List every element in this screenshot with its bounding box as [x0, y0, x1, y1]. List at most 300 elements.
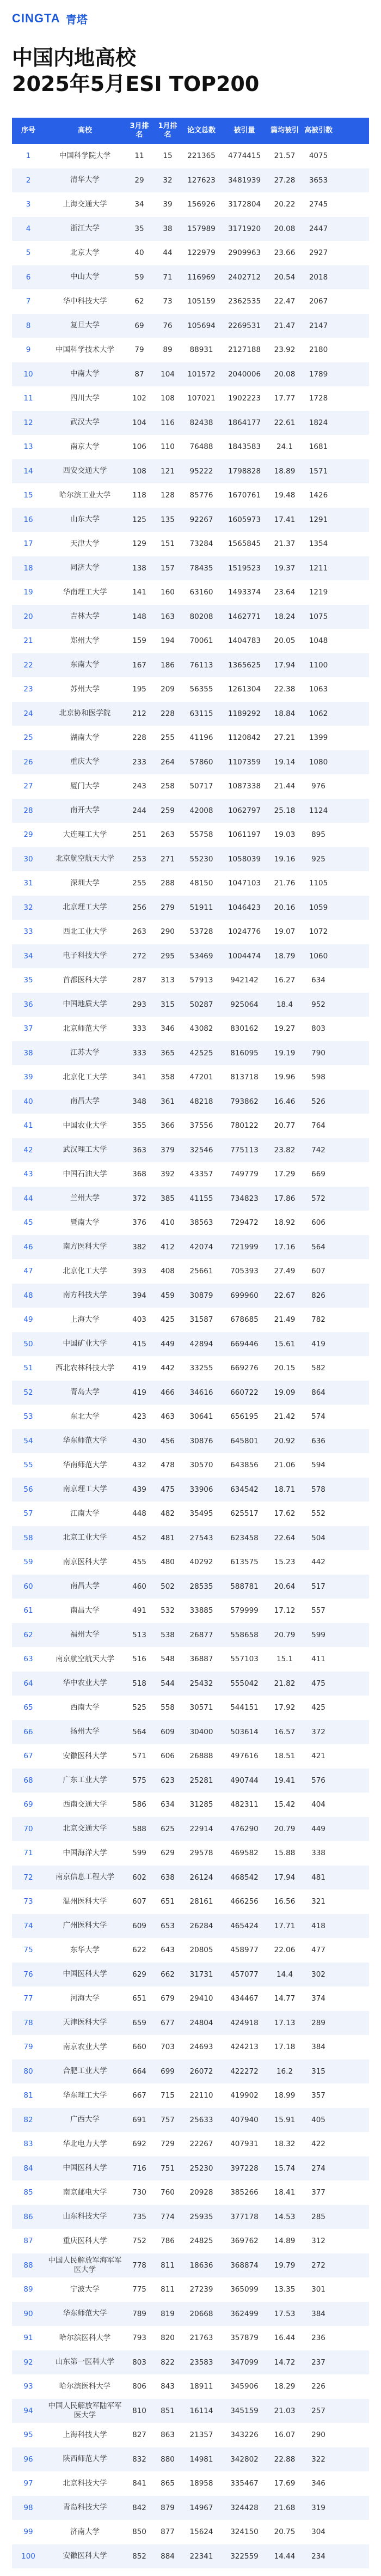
cell-jan-rank: 606 [161, 1752, 175, 1761]
cell-highly-cited: 2745 [309, 200, 328, 209]
cell-cites: 422272 [230, 2067, 259, 2076]
cell-rank: 36 [23, 1000, 33, 1009]
cell-avg-cites: 15.23 [274, 1558, 296, 1567]
cell-avg-cites: 19.09 [274, 1388, 296, 1397]
cell-papers: 30876 [189, 1436, 213, 1445]
cell-mar-rank: 423 [132, 1412, 146, 1421]
cell-avg-cites: 22.88 [274, 2455, 296, 2464]
cell-mar-rank: 195 [132, 685, 146, 694]
cell-cites: 490744 [230, 1776, 259, 1785]
cell-mar-rank: 667 [132, 2091, 146, 2100]
cell-cites: 345906 [230, 2382, 259, 2391]
cell-jan-rank: 757 [161, 2115, 175, 2124]
cell-papers: 34616 [189, 1388, 213, 1397]
cell-highly-cited: 764 [311, 1121, 325, 1131]
table-row [12, 314, 369, 338]
cell-highly-cited: 285 [311, 2212, 325, 2221]
cell-jan-rank: 410 [161, 1218, 175, 1228]
table-row [12, 1744, 369, 1769]
cell-rank: 42 [23, 1145, 33, 1155]
cell-jan-rank: 255 [161, 733, 175, 743]
cell-university: 河海大学 [70, 1994, 100, 2003]
cell-jan-rank: 346 [161, 1024, 175, 1034]
cell-rank: 80 [23, 2067, 33, 2076]
cell-highly-cited: 2447 [309, 224, 328, 233]
cell-university: 暨南大学 [70, 1218, 100, 1227]
table-row [12, 289, 369, 314]
cell-university: 郑州大学 [70, 636, 100, 645]
cell-cites: 1024776 [228, 927, 261, 937]
table-row [12, 2083, 369, 2108]
cell-university: 华北电力大学 [63, 2139, 107, 2148]
cell-highly-cited: 315 [311, 2067, 325, 2076]
cell-avg-cites: 18.89 [274, 466, 296, 476]
cell-cites: 645801 [230, 1436, 259, 1445]
cell-avg-cites: 18.84 [274, 709, 296, 718]
table-row [12, 386, 369, 411]
cell-papers: 116969 [187, 272, 216, 282]
cell-mar-rank: 491 [132, 1606, 146, 1615]
cell-highly-cited: 826 [311, 1291, 325, 1300]
cell-rank: 50 [23, 1339, 33, 1348]
cell-highly-cited: 895 [311, 830, 325, 840]
cell-papers: 127623 [187, 175, 216, 185]
cell-cites: 1058039 [228, 854, 261, 864]
cell-university: 宁波大学 [70, 2285, 100, 2294]
cell-highly-cited: 2018 [309, 272, 328, 282]
cell-avg-cites: 25.18 [274, 806, 296, 815]
cell-highly-cited: 1100 [309, 660, 328, 670]
cell-papers: 38563 [189, 1218, 213, 1228]
cell-jan-rank: 163 [161, 612, 175, 621]
table-row [12, 1065, 369, 1090]
cell-university: 武汉理工大学 [63, 1145, 107, 1155]
cell-jan-rank: 228 [161, 709, 175, 718]
cell-jan-rank: 71 [163, 272, 173, 282]
cell-papers: 80208 [189, 612, 213, 621]
cell-university: 南开大学 [70, 806, 100, 815]
cell-university: 中国医科大学 [63, 1970, 107, 1979]
cell-cites: 1061197 [228, 830, 261, 840]
cell-avg-cites: 16.46 [274, 1097, 296, 1106]
cell-university: 山东第一医科大学 [56, 2358, 114, 2367]
cell-jan-rank: 128 [161, 491, 175, 500]
cell-highly-cited: 606 [311, 1218, 325, 1228]
cell-jan-rank: 774 [161, 2212, 175, 2221]
cell-jan-rank: 32 [163, 175, 173, 185]
cell-highly-cited: 1399 [309, 733, 328, 743]
cell-highly-cited: 372 [311, 1727, 325, 1736]
cell-papers: 47201 [189, 1073, 213, 1082]
cell-papers: 25661 [189, 1267, 213, 1276]
cell-papers: 14981 [189, 2455, 213, 2464]
cell-cites: 343226 [230, 2431, 259, 2440]
cell-jan-rank: 104 [161, 369, 175, 379]
cell-mar-rank: 793 [132, 2334, 146, 2343]
cell-university: 广东工业大学 [63, 1776, 107, 1785]
cell-highly-cited: 422 [311, 2140, 325, 2149]
cell-papers: 25230 [189, 2164, 213, 2173]
cell-cites: 2269531 [228, 321, 261, 330]
cell-avg-cites: 20.08 [274, 369, 296, 379]
cell-jan-rank: 475 [161, 1485, 175, 1494]
cell-avg-cites: 27.28 [274, 175, 296, 185]
cell-cites: 1120842 [228, 733, 261, 743]
cell-university: 华东师范大学 [63, 1436, 107, 1445]
table-row [12, 2180, 369, 2205]
cell-highly-cited: 289 [311, 2018, 325, 2027]
cell-university: 广州医科大学 [63, 1921, 107, 1930]
cell-rank: 99 [23, 2528, 33, 2537]
cell-avg-cites: 17.92 [274, 1703, 296, 1712]
cell-papers: 42008 [189, 806, 213, 815]
cell-cites: 544151 [230, 1703, 259, 1712]
table-row [12, 1041, 369, 1066]
cell-highly-cited: 564 [311, 1242, 325, 1251]
cell-cites: 729472 [230, 1218, 259, 1228]
cell-highly-cited: 419 [311, 1339, 325, 1348]
table-row [12, 1866, 369, 1890]
cell-highly-cited: 1681 [309, 442, 328, 452]
cell-highly-cited: 477 [311, 1946, 325, 1955]
cell-mar-rank: 118 [132, 491, 146, 500]
cell-highly-cited: 594 [311, 1461, 325, 1470]
cell-avg-cites: 19.37 [274, 563, 296, 573]
cell-university: 北京工业大学 [63, 1533, 107, 1542]
cell-university: 西南大学 [70, 1703, 100, 1712]
cell-papers: 26072 [189, 2067, 213, 2076]
cell-jan-rank: 194 [161, 636, 175, 646]
cell-mar-rank: 419 [132, 1364, 146, 1373]
cell-cites: 1565845 [228, 539, 261, 549]
cell-mar-rank: 588 [132, 1824, 146, 1833]
table-row [12, 2447, 369, 2472]
cell-avg-cites: 20.79 [274, 1824, 296, 1833]
table-row [12, 1986, 369, 2011]
cell-highly-cited: 322 [311, 2455, 325, 2464]
cell-jan-rank: 751 [161, 2164, 175, 2173]
cell-avg-cites: 20.08 [274, 224, 296, 233]
cell-cites: 377178 [230, 2212, 259, 2221]
title-line-2: 2025年5月ESI TOP200 [12, 72, 260, 96]
cell-jan-rank: 463 [161, 1412, 175, 1421]
cell-papers: 42894 [189, 1339, 213, 1348]
cell-papers: 105159 [187, 297, 216, 306]
cell-avg-cites: 20.79 [274, 1630, 296, 1639]
cell-jan-rank: 313 [161, 976, 175, 985]
cell-rank: 74 [23, 1921, 33, 1930]
cell-papers: 21357 [189, 2431, 213, 2440]
cell-university: 华东理工大学 [63, 2091, 107, 2100]
cell-highly-cited: 1426 [309, 491, 328, 500]
cell-rank: 86 [23, 2212, 33, 2221]
cell-jan-rank: 288 [161, 879, 175, 888]
cell-jan-rank: 879 [161, 2503, 175, 2512]
cell-jan-rank: 160 [161, 588, 175, 597]
cell-papers: 31587 [189, 1315, 213, 1325]
cell-cites: 424918 [230, 2018, 259, 2027]
cell-university: 南京大学 [70, 442, 100, 451]
cell-university: 安徽医科大学 [63, 2551, 107, 2561]
cell-papers: 15624 [189, 2528, 213, 2537]
cell-highly-cited: 1075 [309, 612, 328, 621]
cell-jan-rank: 466 [161, 1388, 175, 1397]
cell-rank: 23 [23, 685, 33, 694]
cell-avg-cites: 17.94 [274, 660, 296, 670]
table-row [12, 847, 369, 872]
cell-rank: 98 [23, 2503, 33, 2512]
cell-papers: 95222 [189, 466, 213, 476]
cell-papers: 30641 [189, 1412, 213, 1421]
cell-papers: 157989 [187, 224, 216, 233]
cell-rank: 84 [23, 2164, 33, 2173]
cell-mar-rank: 730 [132, 2188, 146, 2197]
header-mar-rank: 3月排名 [130, 122, 149, 139]
cell-highly-cited: 4075 [309, 151, 328, 161]
cell-rank: 57 [23, 1509, 33, 1518]
cell-mar-rank: 108 [132, 466, 146, 476]
cell-highly-cited: 925 [311, 854, 325, 864]
cell-jan-rank: 290 [161, 927, 175, 937]
cell-jan-rank: 315 [161, 1000, 175, 1009]
cell-rank: 4 [26, 224, 31, 233]
cell-cites: 469582 [230, 1849, 259, 1858]
cell-papers: 92267 [189, 515, 213, 524]
cell-avg-cites: 20.64 [274, 1582, 296, 1591]
cell-jan-rank: 121 [161, 466, 175, 476]
cell-mar-rank: 228 [132, 733, 146, 743]
cell-avg-cites: 23.82 [274, 1145, 296, 1155]
cell-mar-rank: 287 [132, 976, 146, 985]
cell-mar-rank: 138 [132, 563, 146, 573]
cell-highly-cited: 2927 [309, 248, 328, 258]
cell-jan-rank: 820 [161, 2334, 175, 2343]
cell-university: 中国人民解放军陆军军医大学 [48, 2401, 122, 2420]
cell-mar-rank: 789 [132, 2309, 146, 2318]
cell-university: 厦门大学 [70, 781, 100, 791]
cell-university: 南京理工大学 [63, 1485, 107, 1494]
cell-papers: 27543 [189, 1533, 213, 1542]
cell-jan-rank: 151 [161, 539, 175, 549]
table-row [12, 1211, 369, 1235]
cell-avg-cites: 24.1 [276, 442, 293, 452]
cell-university: 北京协和医学院 [59, 709, 111, 718]
cell-rank: 10 [23, 369, 33, 379]
cell-avg-cites: 17.62 [274, 1509, 296, 1518]
cell-mar-rank: 148 [132, 612, 146, 621]
cell-rank: 60 [23, 1582, 33, 1591]
cell-cites: 3481939 [228, 175, 261, 185]
cell-papers: 30879 [189, 1291, 213, 1300]
header-highly-cited: 高被引数 [304, 126, 333, 135]
cell-highly-cited: 976 [311, 782, 325, 791]
cell-cites: 1670761 [228, 491, 261, 500]
cell-avg-cites: 21.06 [274, 1461, 296, 1470]
cell-mar-rank: 564 [132, 1727, 146, 1736]
cell-highly-cited: 384 [311, 2043, 325, 2052]
cell-jan-rank: 623 [161, 1776, 175, 1785]
cell-rank: 88 [23, 2261, 33, 2270]
cell-highly-cited: 1824 [309, 418, 328, 427]
cell-jan-rank: 264 [161, 757, 175, 767]
cell-mar-rank: 372 [132, 1194, 146, 1203]
cell-jan-rank: 653 [161, 1921, 175, 1930]
cell-rank: 30 [23, 854, 33, 864]
cell-jan-rank: 609 [161, 1727, 175, 1736]
cell-avg-cites: 16.2 [276, 2067, 293, 2076]
cell-avg-cites: 17.16 [274, 1242, 296, 1251]
cell-mar-rank: 11 [134, 151, 144, 161]
cell-jan-rank: 480 [161, 1558, 175, 1567]
table-row [12, 1259, 369, 1284]
cell-rank: 95 [23, 2431, 33, 2440]
cell-papers: 51911 [189, 903, 213, 912]
table-row [12, 1550, 369, 1575]
cell-mar-rank: 341 [132, 1073, 146, 1082]
cell-papers: 41196 [189, 733, 213, 743]
cell-mar-rank: 255 [132, 879, 146, 888]
table-row [12, 2011, 369, 2036]
cell-cites: 1864177 [228, 418, 261, 427]
cell-avg-cites: 19.48 [274, 491, 296, 500]
cell-university: 南方科技大学 [63, 1291, 107, 1300]
cell-highly-cited: 338 [311, 1849, 325, 1858]
cell-jan-rank: 843 [161, 2382, 175, 2391]
cell-cites: 579999 [230, 1606, 259, 1615]
cell-jan-rank: 76 [163, 321, 173, 330]
cell-rank: 12 [23, 418, 33, 427]
cell-avg-cites: 17.12 [274, 1606, 296, 1615]
cell-avg-cites: 17.29 [274, 1170, 296, 1179]
cell-highly-cited: 418 [311, 1921, 325, 1930]
cell-university: 北京交通大学 [63, 1824, 107, 1833]
cell-cites: 407931 [230, 2140, 259, 2149]
cell-mar-rank: 516 [132, 1655, 146, 1664]
cell-university: 上海科技大学 [63, 2430, 107, 2439]
cell-university: 中国矿业大学 [63, 1339, 107, 1348]
cell-cites: 322559 [230, 2551, 259, 2561]
cell-avg-cites: 17.77 [274, 394, 296, 403]
cell-avg-cites: 20.05 [274, 636, 296, 646]
cell-papers: 18911 [189, 2382, 213, 2391]
cell-mar-rank: 448 [132, 1509, 146, 1518]
table-row [12, 241, 369, 265]
cell-avg-cites: 22.61 [274, 418, 296, 427]
cell-mar-rank: 716 [132, 2164, 146, 2173]
table-row [12, 1187, 369, 1211]
cell-cites: 634542 [230, 1485, 259, 1494]
cell-jan-rank: 634 [161, 1800, 175, 1809]
cell-cites: 793862 [230, 1097, 259, 1106]
cell-university: 四川大学 [70, 393, 100, 403]
cell-avg-cites: 17.41 [274, 515, 296, 524]
cell-papers: 31731 [189, 1970, 213, 1979]
cell-papers: 41155 [189, 1194, 213, 1203]
cell-highly-cited: 237 [311, 2358, 325, 2367]
cell-papers: 57913 [189, 976, 213, 985]
brand-logo-zh: 青塔 [65, 13, 88, 26]
cell-cites: 345159 [230, 2406, 259, 2415]
cell-university: 南昌大学 [70, 1582, 100, 1591]
cell-avg-cites: 23.64 [274, 588, 296, 597]
cell-rank: 35 [23, 976, 33, 985]
cell-university: 复旦大学 [70, 321, 100, 330]
cell-rank: 16 [23, 515, 33, 524]
cell-highly-cited: 599 [311, 1630, 325, 1639]
cell-jan-rank: 677 [161, 2018, 175, 2027]
table-row [12, 968, 369, 993]
cell-jan-rank: 459 [161, 1291, 175, 1300]
cell-university: 大连理工大学 [63, 830, 107, 839]
cell-papers: 25633 [189, 2115, 213, 2124]
cell-mar-rank: 575 [132, 1776, 146, 1785]
cell-university: 中国地质大学 [63, 1000, 107, 1009]
cell-cites: 465424 [230, 1921, 259, 1930]
table-row [12, 1235, 369, 1260]
cell-highly-cited: 1060 [309, 951, 328, 961]
cell-avg-cites: 19.96 [274, 1073, 296, 1082]
cell-university: 广西大学 [70, 2115, 100, 2124]
table-row [12, 1478, 369, 1502]
cell-avg-cites: 16.44 [274, 2334, 296, 2343]
cell-mar-rank: 40 [134, 248, 144, 258]
table-row [12, 774, 369, 799]
cell-mar-rank: 167 [132, 660, 146, 670]
table-row [12, 726, 369, 750]
cell-university: 北京航空航天大学 [56, 854, 114, 864]
cell-cites: 457077 [230, 1970, 259, 1979]
cell-university: 南方医科大学 [63, 1242, 107, 1251]
cell-mar-rank: 659 [132, 2018, 146, 2027]
cell-highly-cited: 598 [311, 1073, 325, 1082]
cell-papers: 20668 [189, 2309, 213, 2318]
cell-avg-cites: 15.91 [274, 2115, 296, 2124]
cell-mar-rank: 586 [132, 1800, 146, 1809]
cell-rank: 18 [23, 563, 33, 573]
cell-mar-rank: 35 [134, 224, 144, 233]
cell-avg-cites: 19.19 [274, 1048, 296, 1058]
cell-university: 吉林大学 [70, 612, 100, 621]
cell-mar-rank: 607 [132, 1897, 146, 1906]
cell-cites: 588781 [230, 1582, 259, 1591]
cell-rank: 32 [23, 903, 33, 912]
cell-highly-cited: 1571 [309, 466, 328, 476]
cell-cites: 466256 [230, 1897, 259, 1906]
cell-highly-cited: 1059 [309, 903, 328, 912]
cell-papers: 40292 [189, 1558, 213, 1567]
cell-highly-cited: 1211 [309, 563, 328, 573]
ranking-table [12, 118, 369, 2568]
cell-cites: 2040006 [228, 369, 261, 379]
table-row [12, 702, 369, 726]
cell-cites: 1404783 [228, 636, 261, 646]
cell-papers: 33255 [189, 1364, 213, 1373]
cell-rank: 44 [23, 1194, 33, 1203]
cell-mar-rank: 622 [132, 1946, 146, 1955]
cell-cites: 324150 [230, 2528, 259, 2537]
cell-jan-rank: 651 [161, 1897, 175, 1906]
cell-mar-rank: 333 [132, 1048, 146, 1058]
cell-rank: 37 [23, 1024, 33, 1034]
cell-papers: 63160 [189, 588, 213, 597]
cell-highly-cited: 1291 [309, 515, 328, 524]
cell-papers: 221365 [187, 151, 216, 161]
cell-cites: 482311 [230, 1800, 259, 1809]
cell-rank: 2 [26, 175, 31, 185]
cell-mar-rank: 832 [132, 2455, 146, 2464]
cell-mar-rank: 382 [132, 1242, 146, 1251]
cell-mar-rank: 775 [132, 2285, 146, 2294]
